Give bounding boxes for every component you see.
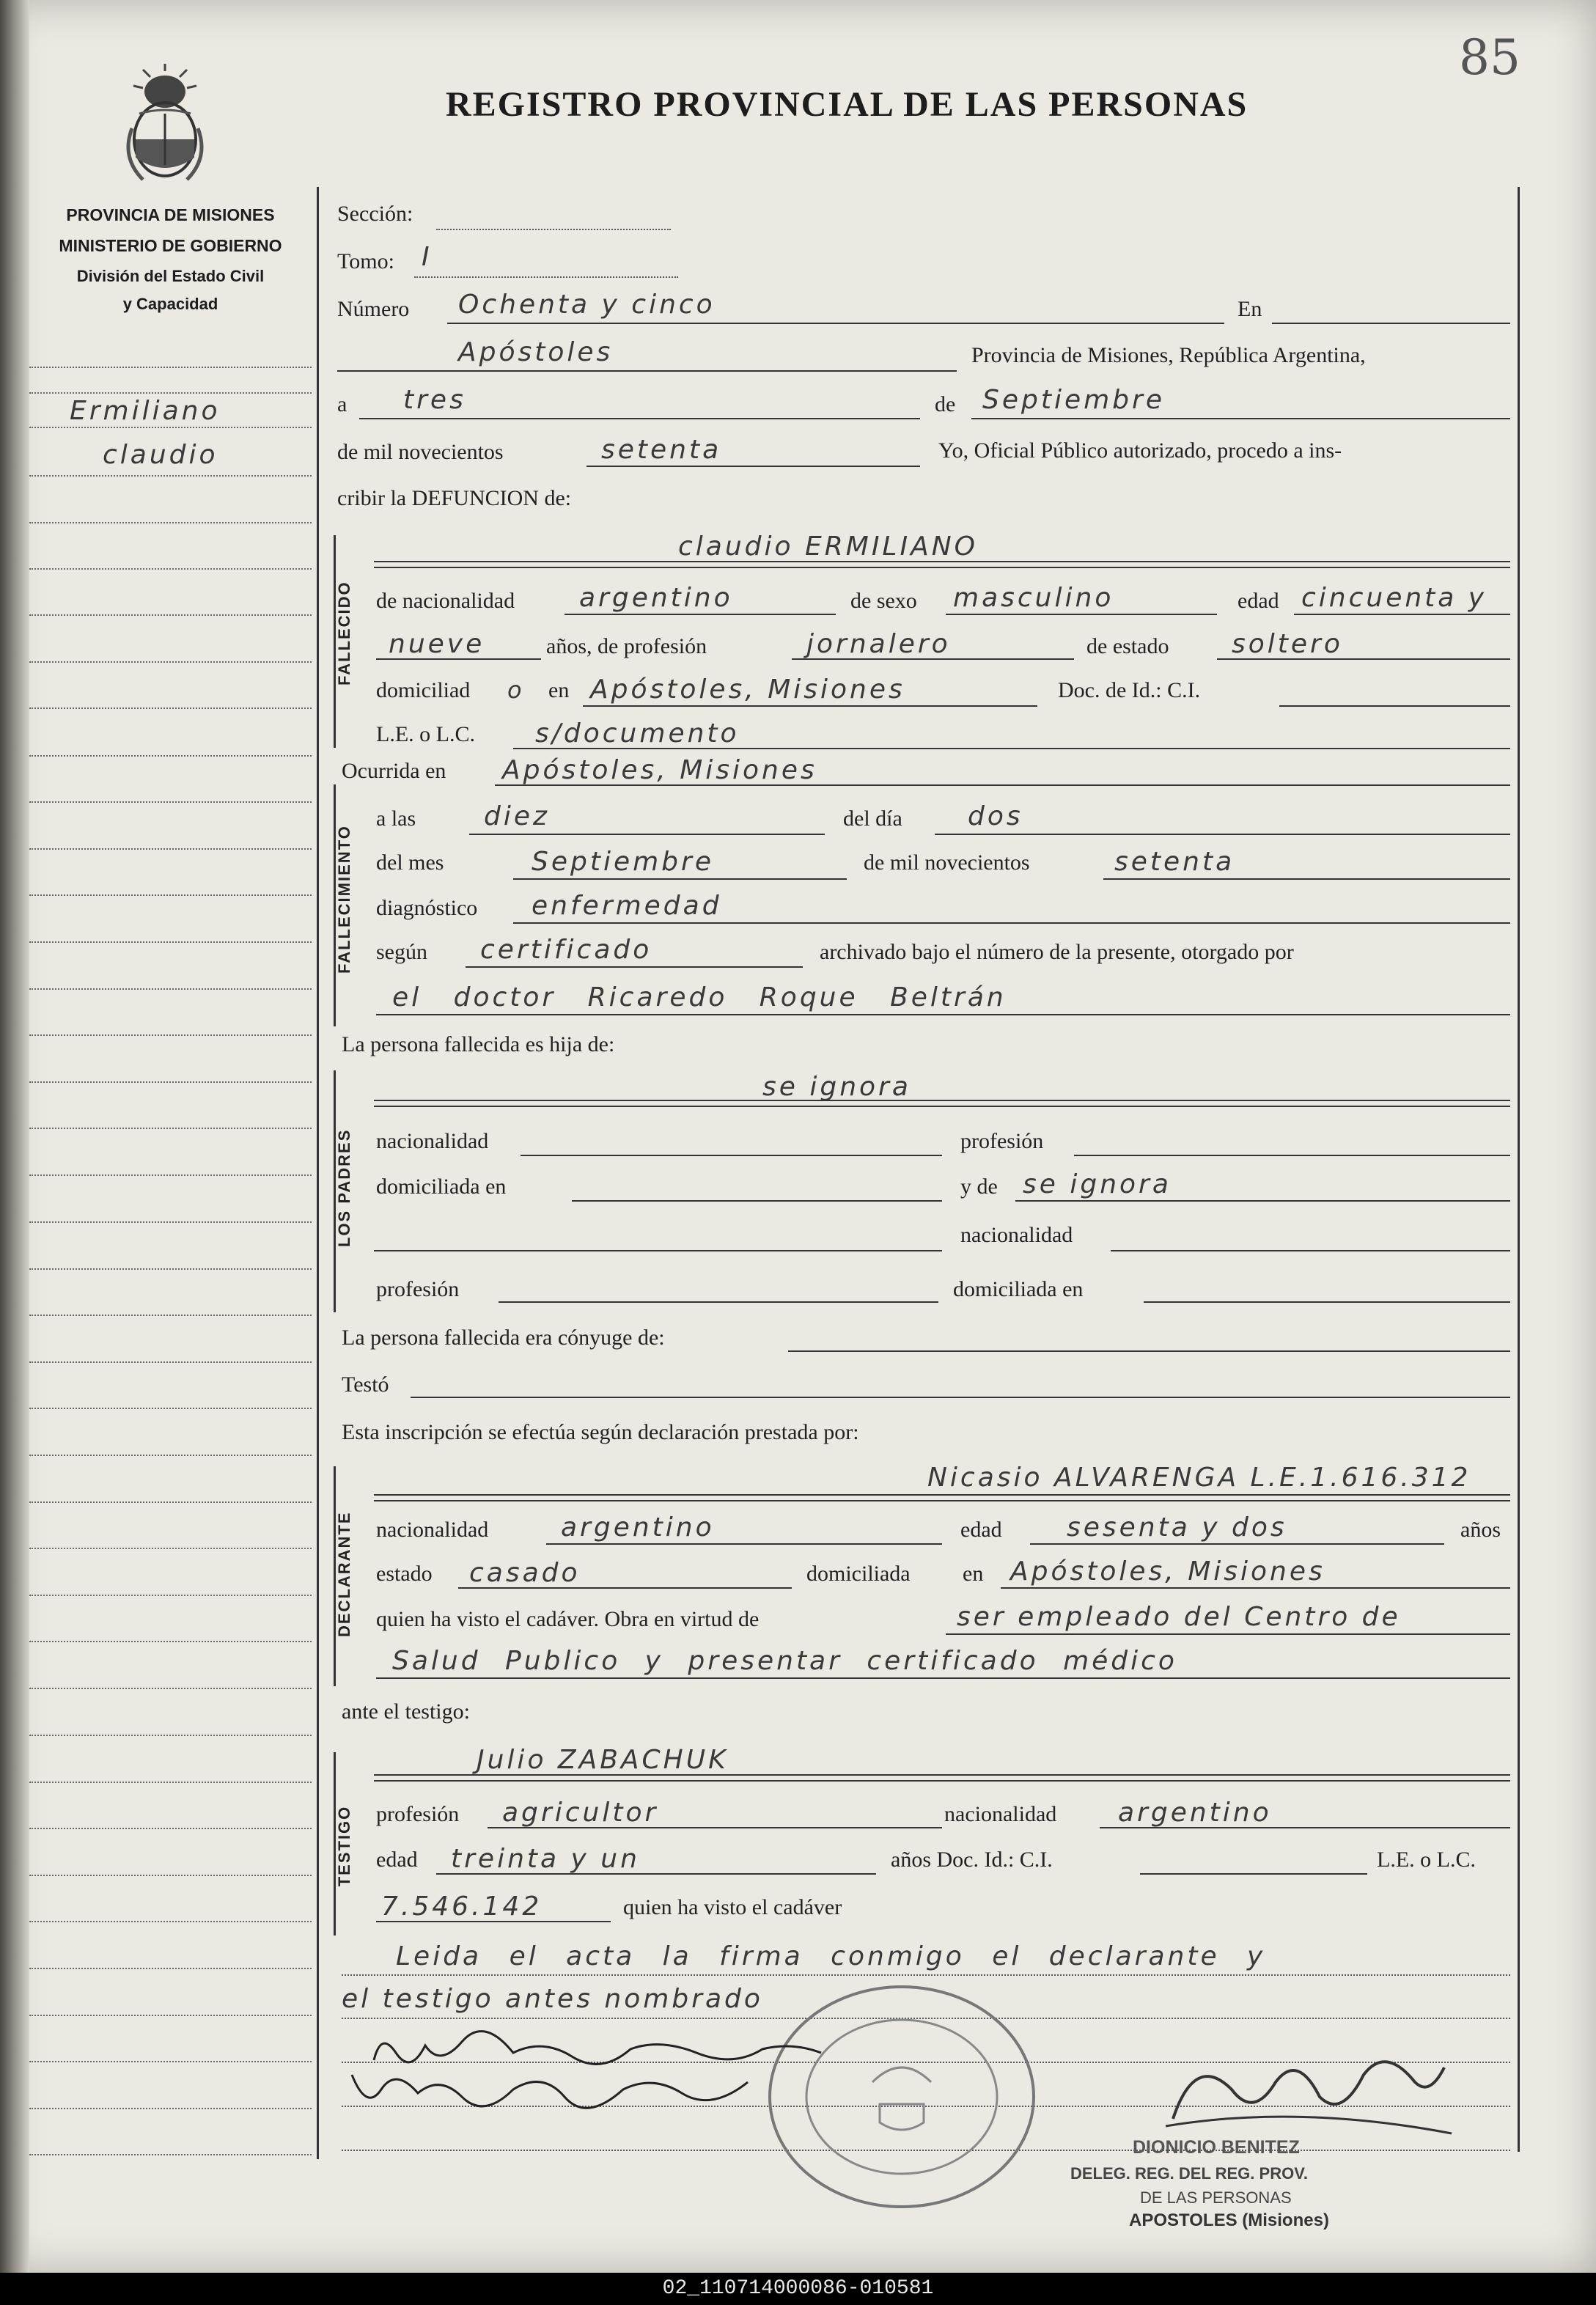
label-declarante-anos: años (1460, 1518, 1501, 1542)
label-madre-nacionalidad: nacionalidad (960, 1223, 1073, 1247)
value-dia-f: dos (968, 801, 1023, 831)
left-column-divider (317, 187, 319, 2159)
value-cierre-b: el testigo antes nombrado (342, 1984, 763, 2014)
office-line-1: PROVINCIA DE MISIONES (66, 205, 275, 224)
value-testigo-nacionalidad: argentino (1118, 1798, 1272, 1828)
label-domiciliado-en: en (548, 678, 570, 702)
value-obra-a: ser empleado del Centro de (957, 1602, 1401, 1632)
value-domiciliado-o: o (507, 676, 525, 704)
officer-line-2: DELEG. REG. DEL REG. PROV. (1070, 2164, 1308, 2183)
value-testigo-ci: 7.546.142 (381, 1892, 543, 1922)
value-edad-a: cincuenta y (1301, 583, 1487, 613)
section-label-fallecimiento: FALLECIMIENTO (335, 825, 353, 974)
label-declarante-estado: estado (376, 1562, 433, 1586)
label-padre-profesion: profesión (960, 1129, 1044, 1153)
value-declarante-estado: casado (469, 1558, 581, 1588)
value-anio: setenta (601, 435, 722, 465)
officer-line-4: APOSTOLES (Misiones) (1129, 2210, 1329, 2230)
label-ocurrida: Ocurrida en (342, 759, 446, 783)
label-estado: de estado (1086, 634, 1169, 658)
signature-oficial (1151, 2023, 1459, 2141)
label-declarante-en: en (963, 1562, 984, 1586)
section-label-testigo: TESTIGO (335, 1805, 353, 1887)
right-frame-border (1518, 187, 1520, 2152)
footer-bar (0, 2273, 1596, 2305)
label-testigo-profesion: profesión (376, 1802, 460, 1826)
value-diagnostico: enfermedad (532, 891, 722, 921)
value-hora: diez (484, 801, 550, 831)
label-del-dia: del día (843, 806, 902, 831)
coat-of-arms-icon (117, 62, 213, 187)
value-testigo-edad: treinta y un (451, 1844, 640, 1874)
value-mes-f: Septiembre (532, 847, 714, 877)
label-nacionalidad: de nacionalidad (376, 589, 515, 613)
label-archivado: archivado bajo el número de la presente, otorgado por (820, 940, 1294, 964)
office-line-2: MINISTERIO DE GOBIERNO (59, 236, 282, 255)
officer-line-3: DE LAS PERSONAS (1140, 2188, 1292, 2207)
label-testo: Testó (342, 1372, 389, 1397)
margin-note-line-2: claudio (103, 440, 218, 470)
value-edad-b: nueve (389, 629, 485, 659)
label-declarante-domiciliada: domiciliada (806, 1562, 911, 1586)
label-inscribir: cribir la DEFUNCION de: (337, 486, 572, 510)
value-declarante-edad: sesenta y dos (1067, 1512, 1287, 1543)
label-del-mes: del mes (376, 850, 444, 875)
value-nacionalidad: argentino (579, 583, 733, 613)
label-inscripcion: Esta inscripción se efectúa según declaración prestada por: (342, 1420, 859, 1444)
label-anos-profesion: años, de profesión (546, 634, 707, 658)
value-domicilio: Apóstoles, Misiones (590, 674, 905, 705)
value-sexo: masculino (953, 583, 1114, 613)
label-testigo-edad: edad (376, 1848, 418, 1872)
label-yo: Yo, Oficial Público autorizado, procedo a ins- (938, 438, 1342, 463)
value-declarante-nacionalidad: argentino (561, 1512, 715, 1543)
page-title: REGISTRO PROVINCIAL DE LAS PERSONAS (446, 85, 1249, 124)
value-madre: se ignora (1023, 1169, 1172, 1199)
label-mil-2: de mil novecientos (864, 850, 1030, 875)
label-le-lc: L.E. o L.C. (376, 722, 475, 746)
label-a: a (337, 392, 347, 416)
label-hija: La persona fallecida es hija de: (342, 1032, 615, 1056)
label-testigo-visto: quien ha visto el cadáver (623, 1895, 842, 1919)
value-profesion: jornalero (806, 629, 951, 659)
label-testigo-nacionalidad: nacionalidad (944, 1802, 1057, 1826)
value-segun: certificado (480, 935, 652, 965)
value-padre: se ignora (762, 1072, 911, 1102)
label-tomo: Tomo: (337, 249, 394, 273)
label-padre-nacionalidad: nacionalidad (376, 1129, 489, 1153)
label-visto: quien ha visto el cadáver. Obra en virtud de (376, 1607, 760, 1631)
value-le-lc: s/documento (535, 718, 740, 749)
binding-gutter (0, 0, 29, 2273)
value-ocurrida: Apóstoles, Misiones (502, 755, 817, 785)
label-testigo: ante el testigo: (342, 1699, 470, 1724)
label-madre-domiciliada: domiciliada en (953, 1277, 1084, 1301)
label-diagnostico: diagnóstico (376, 896, 478, 920)
value-testigo: Julio ZABACHUK (477, 1745, 729, 1775)
value-doctor: el doctor Ricaredo Roque Beltrán (392, 982, 1007, 1012)
label-a-las: a las (376, 806, 416, 831)
value-lugar: Apóstoles (458, 337, 614, 367)
value-obra-b: Salud Publico y presentar certificado médico (392, 1646, 1177, 1676)
value-estado: soltero (1232, 629, 1343, 659)
official-seal-stamp (762, 1979, 1041, 2214)
label-declarante-edad: edad (960, 1518, 1002, 1542)
label-seccion: Sección: (337, 202, 413, 226)
label-padre-domiciliada: domiciliada en (376, 1174, 507, 1199)
label-testigo-anos: años Doc. Id.: C.I. (891, 1848, 1053, 1872)
section-label-fallecido: FALLECIDO (335, 581, 353, 685)
page-number: 85 (1459, 29, 1520, 86)
value-cierre-a: Leida el acta la firma conmigo el declarante y (396, 1941, 1266, 1971)
value-declarante: Nicasio ALVARENGA L.E.1.616.312 (927, 1463, 1471, 1493)
value-mes: Septiembre (982, 385, 1165, 415)
section-label-padres: LOS PADRES (335, 1128, 353, 1247)
value-nombre: claudio ERMILIANO (678, 532, 978, 562)
label-sexo: de sexo (850, 589, 917, 613)
footer-id: 02_110714000086-010581 (662, 2277, 934, 2300)
signature-testigo (345, 2060, 755, 2119)
label-de: de (935, 392, 956, 416)
value-tomo: I (422, 242, 433, 272)
margin-note-line-1: Ermiliano (70, 396, 221, 426)
value-numero: Ochenta y cinco (458, 290, 716, 320)
label-docid: Doc. de Id.: C.I. (1058, 678, 1201, 702)
label-declarante-nacionalidad: nacionalidad (376, 1518, 489, 1542)
label-numero: Número (337, 297, 410, 321)
label-edad: edad (1238, 589, 1279, 613)
officer-name: DIONICIO BENITEZ (1133, 2137, 1300, 2158)
value-anio-f: setenta (1114, 847, 1235, 877)
value-declarante-domicilio: Apóstoles, Misiones (1010, 1556, 1325, 1587)
office-line-3: División del Estado Civil (76, 267, 265, 285)
value-testigo-profesion: agricultor (502, 1798, 659, 1828)
office-line-4: y Capacidad (122, 295, 218, 313)
section-label-declarante: DECLARANTE (335, 1511, 353, 1637)
label-mil: de mil novecientos (337, 440, 504, 464)
label-y-de: y de (960, 1174, 998, 1199)
label-en: En (1238, 297, 1262, 321)
label-testigo-lelc: L.E. o L.C. (1377, 1848, 1476, 1872)
value-dia: tres (403, 385, 466, 415)
label-provincia: Provincia de Misiones, República Argentina, (971, 343, 1366, 367)
label-domiciliado: domiciliad (376, 678, 471, 702)
label-conyuge: La persona fallecida era cónyuge de: (342, 1326, 665, 1350)
label-madre-profesion: profesión (376, 1277, 460, 1301)
label-segun: según (376, 940, 427, 964)
